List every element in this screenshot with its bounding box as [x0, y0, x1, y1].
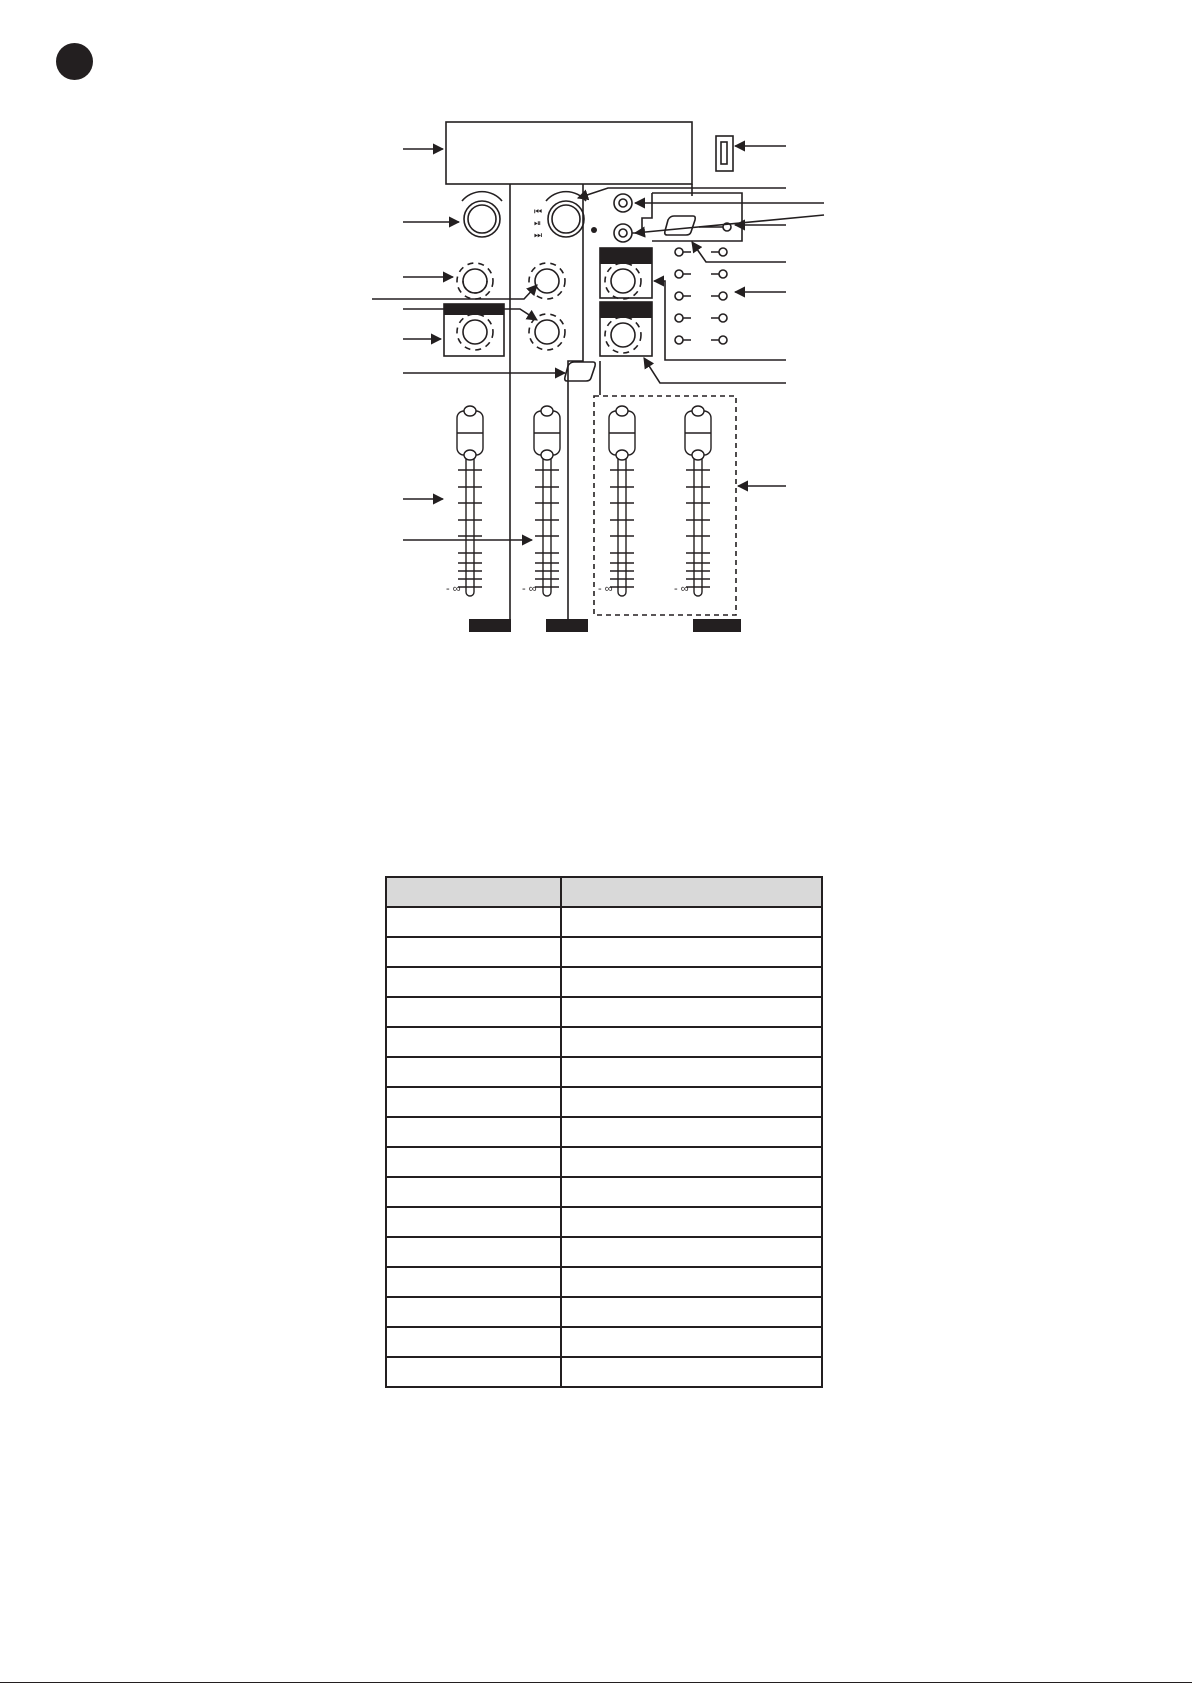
fader-slider: [457, 406, 483, 596]
table-cell: [561, 1087, 822, 1117]
table-row: [386, 1237, 822, 1267]
table-cell: [386, 967, 561, 997]
table-cell: [561, 1297, 822, 1327]
rotary-knob: [529, 263, 565, 299]
display-window: [446, 122, 692, 184]
callout-arrow: [644, 358, 786, 383]
rotary-knob: [457, 263, 493, 299]
table-header-row: [386, 877, 822, 907]
player-knob: [548, 201, 584, 237]
table-cell: [561, 997, 822, 1027]
table-cell: [386, 1207, 561, 1237]
table-row: [386, 997, 822, 1027]
table-row: [386, 1207, 822, 1237]
table-header-cell: [386, 877, 561, 907]
table-row: [386, 1327, 822, 1357]
fader-scale-label: - ∞: [446, 583, 461, 595]
fader-scale-label: - ∞: [522, 583, 537, 595]
table-cell: [561, 1357, 822, 1387]
table-cell: [561, 937, 822, 967]
volume-knob: [464, 201, 500, 237]
page-bottom-rule: [0, 1682, 1192, 1683]
table-cell: [386, 1057, 561, 1087]
channel-label-plate: [546, 619, 588, 632]
prev-track-icon: ⏮: [534, 206, 543, 216]
table-cell: [386, 1027, 561, 1057]
table-row: [386, 1087, 822, 1117]
callout-arrow: [372, 285, 537, 299]
table-cell: [561, 1327, 822, 1357]
fader-scale-label: - ∞: [598, 583, 613, 595]
table-cell: [386, 1087, 561, 1117]
table-cell: [561, 1147, 822, 1177]
table-cell: [561, 1237, 822, 1267]
table-cell: [386, 1267, 561, 1297]
table-cell: [386, 997, 561, 1027]
table-row: [386, 1147, 822, 1177]
table-cell: [386, 907, 561, 937]
table-row: [386, 967, 822, 997]
table-cell: [386, 937, 561, 967]
mixer-panel-diagram: [0, 0, 1192, 660]
fader-slider: [685, 406, 711, 596]
table-row: [386, 1357, 822, 1387]
table-cell: [561, 907, 822, 937]
table-row: [386, 1267, 822, 1297]
jack-socket-icon: [614, 224, 632, 242]
table-cell: [561, 1267, 822, 1297]
table-cell: [386, 1237, 561, 1267]
table-cell: [561, 1057, 822, 1087]
table-cell: [386, 1297, 561, 1327]
mode-button: [665, 216, 696, 235]
table-row: [386, 1057, 822, 1087]
channel-label-plate: [693, 619, 741, 632]
fader-slider: [534, 406, 560, 596]
table-cell: [561, 1207, 822, 1237]
table-row: [386, 1117, 822, 1147]
table-cell: [561, 967, 822, 997]
table-row: [386, 937, 822, 967]
table-cell: [386, 1357, 561, 1387]
table-cell: [561, 1027, 822, 1057]
table-header-cell: [561, 877, 822, 907]
table-row: [386, 1177, 822, 1207]
table-row: [386, 1297, 822, 1327]
legend-table: [385, 876, 823, 1388]
table-cell: [386, 1117, 561, 1147]
select-button: [565, 362, 596, 381]
next-track-icon: ⏭: [534, 230, 543, 240]
channel-label-plate: [469, 619, 511, 632]
table-cell: [386, 1327, 561, 1357]
table-cell: [561, 1177, 822, 1207]
callout-arrow: [692, 242, 786, 262]
table-cell: [561, 1117, 822, 1147]
fader-scale-label: - ∞: [674, 583, 689, 595]
rotary-knob: [529, 314, 565, 350]
table-cell: [386, 1147, 561, 1177]
play-pause-icon: ⏯: [534, 218, 542, 228]
table-row: [386, 907, 822, 937]
usb-port-icon: [716, 136, 733, 171]
jack-socket-icon: [614, 194, 632, 212]
table-row: [386, 1027, 822, 1057]
fader-slider: [609, 406, 635, 596]
table-cell: [386, 1177, 561, 1207]
